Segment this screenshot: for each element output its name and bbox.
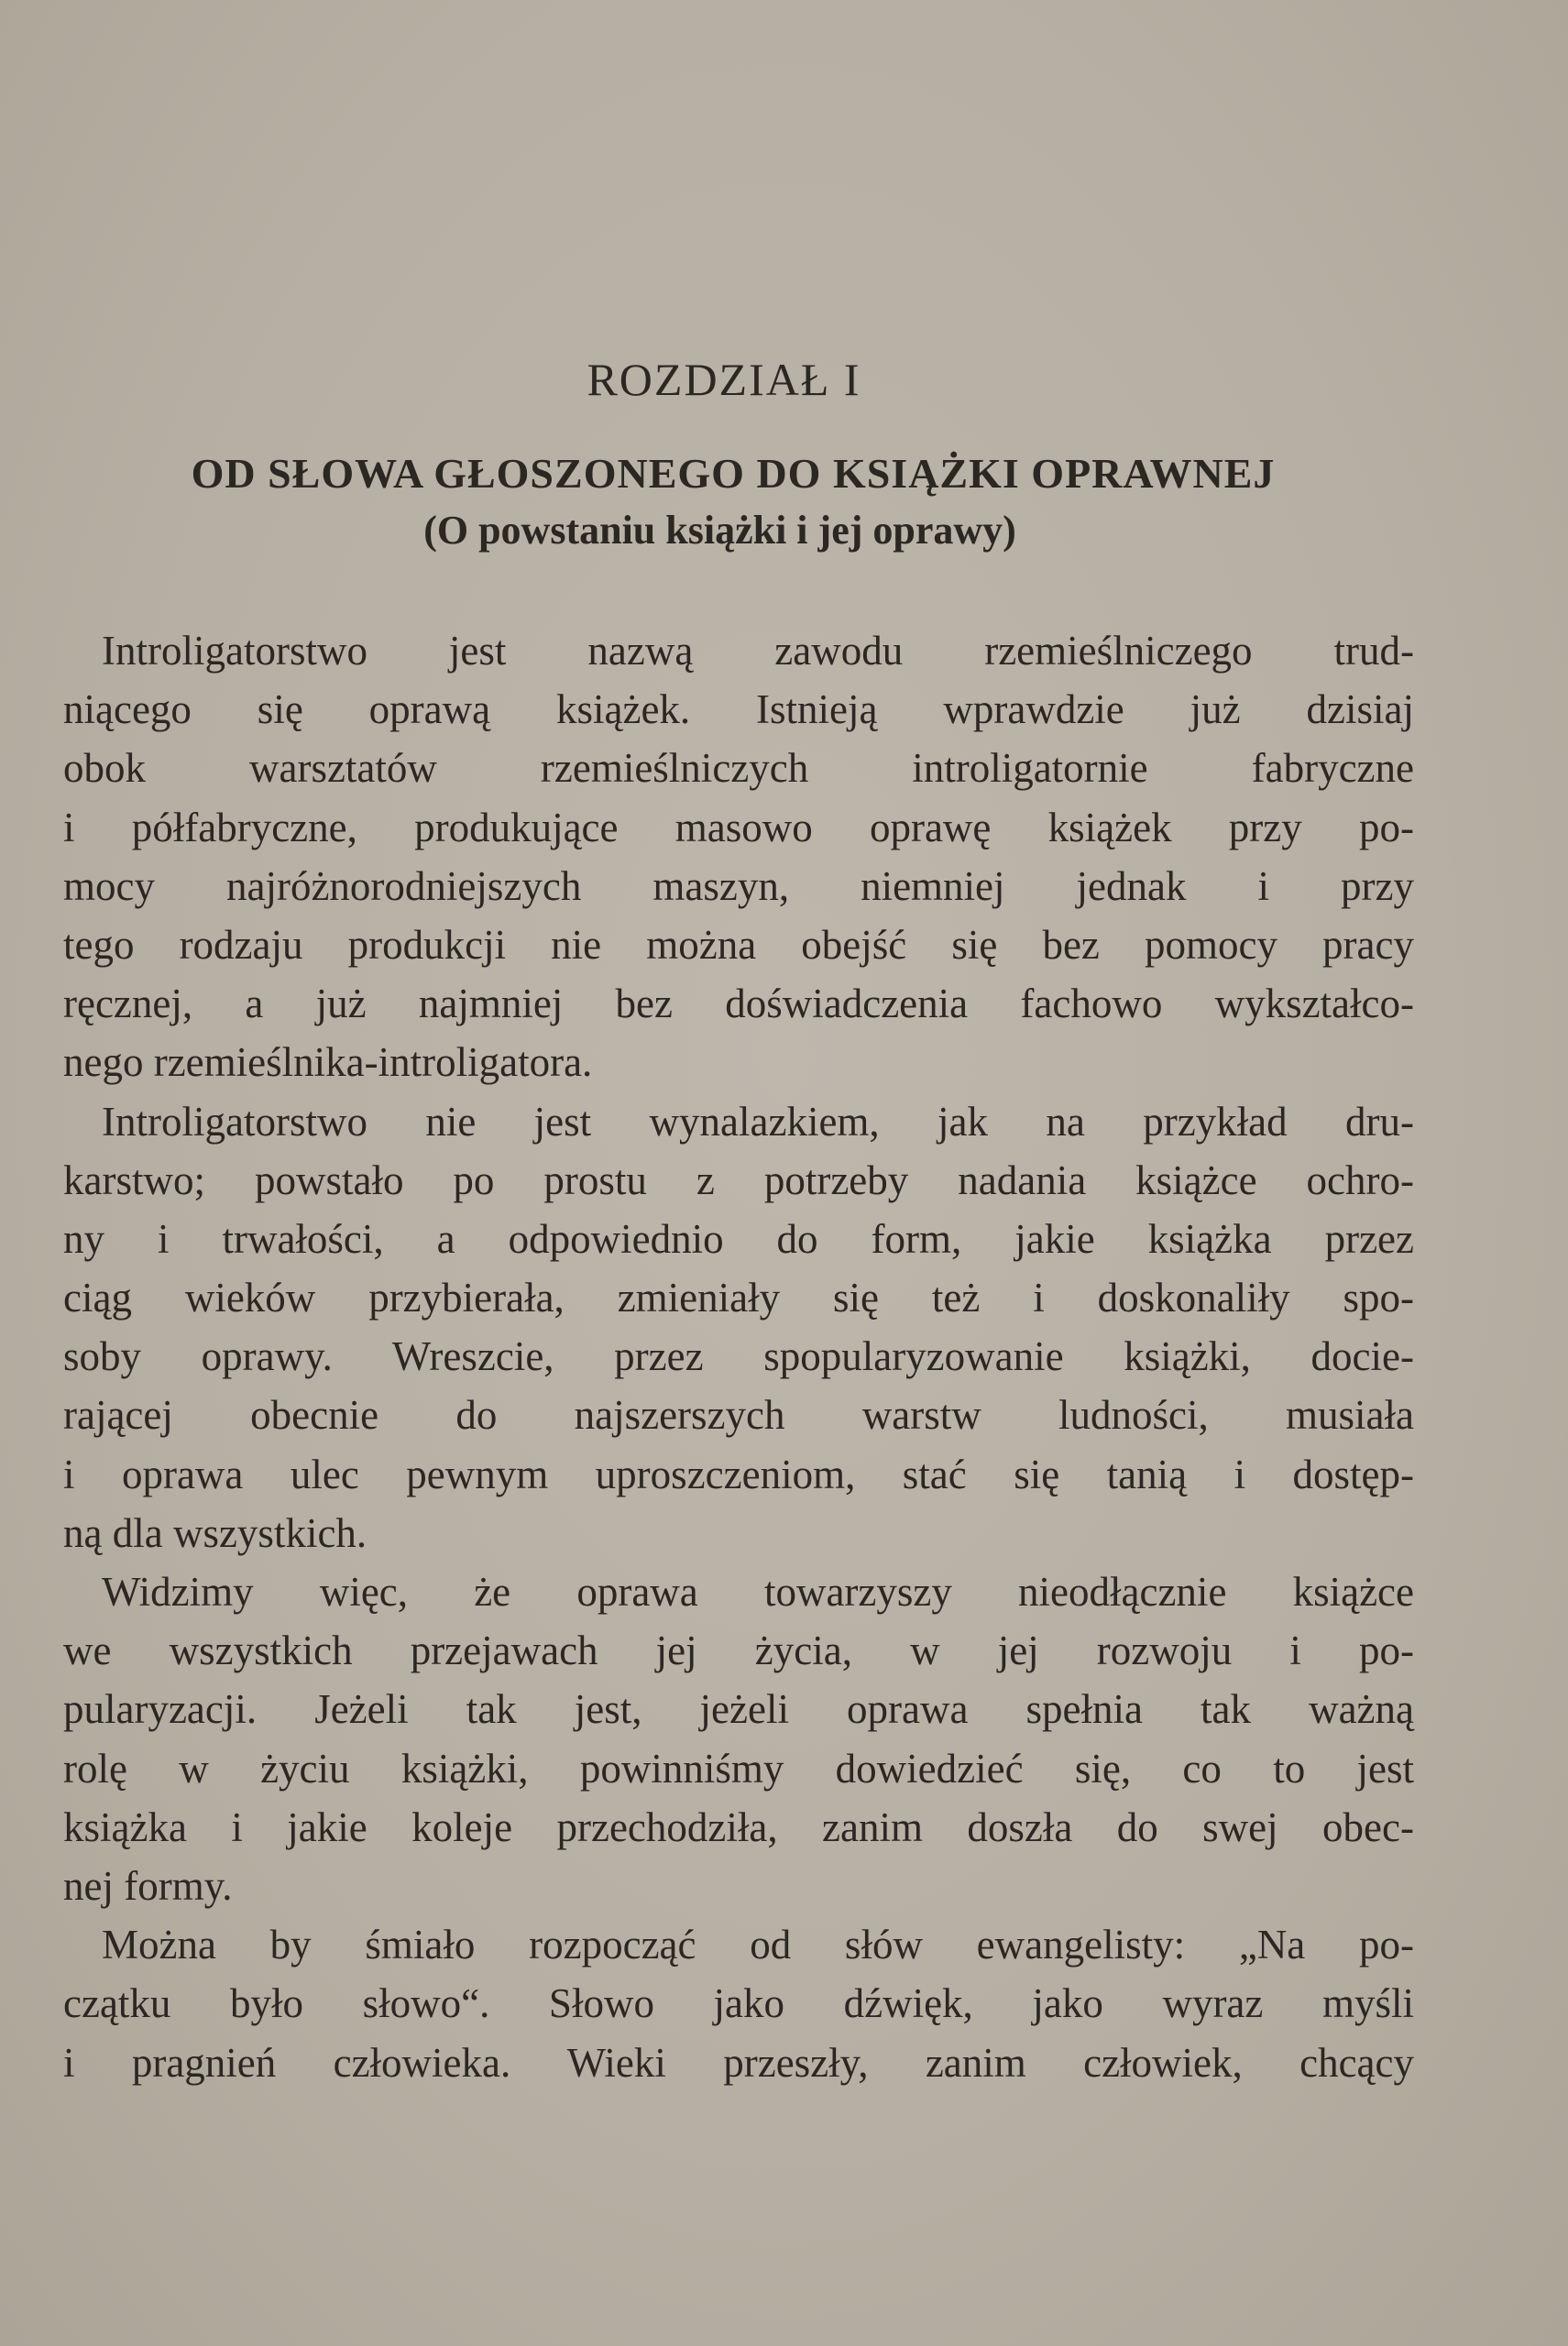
text-line: Widzimy więc, że oprawa towarzyszy nieodłącznie książce (102, 1569, 1414, 1615)
text-line: we wszystkich przejawach jej życia, w jej rozwoju i po- (63, 1628, 1414, 1674)
text-line: obok warsztatów rzemieślniczych introligatornie fabryczne (63, 745, 1414, 792)
paragraph (63, 1562, 1414, 1915)
text-line: ciąg wieków przybierała, zmieniały się też i doskonaliły spo- (63, 1275, 1414, 1321)
text-line: czątku było słowo“. Słowo jako dźwięk, jako wyraz myśli (63, 1980, 1414, 2027)
text-line: karstwo; powstało po prostu z potrzeby nadania książce ochro- (63, 1157, 1414, 1203)
text-line: książka i jakie koleje przechodziła, zanim doszła do swej obec- (63, 1803, 1414, 1850)
text-line: Introligatorstwo jest nazwą zawodu rzemieślniczego trud- (102, 628, 1414, 674)
text-line: Introligatorstwo nie jest wynalazkiem, jak na przykład dru- (102, 1098, 1414, 1145)
text-line: ny i trwałości, a odpowiednio do form, jakie książka przez (63, 1215, 1414, 1262)
text-line: i półfabryczne, produkujące masowo oprawę książek przy po- (63, 804, 1414, 850)
text-line: ręcznej, a już najmniej bez doświadczenia fachowo wykształco- (63, 981, 1414, 1027)
text-line: mocy najróżnorodniejszych maszyn, niemniej jednak i przy (63, 862, 1414, 909)
text-line: i oprawa ulec pewnym uproszczeniom, stać się tanią i dostęp- (63, 1451, 1414, 1497)
paragraph (63, 621, 1414, 1092)
paragraph (63, 1915, 1414, 2092)
text-line: tego rodzaju produkcji nie można obejść się bez pomocy pracy (63, 921, 1414, 968)
text-line: Można by śmiało rozpocząć od słów ewangelisty: „Na po- (102, 1922, 1414, 1968)
text-line: niącego się oprawą książek. Istnieją wprawdzie już dzisiaj (63, 686, 1414, 733)
text-line: rolę w życiu książki, powinniśmy dowiedzieć się, co to jest (63, 1745, 1414, 1792)
chapter-subtitle: (O powstaniu książki i jej oprawy) (423, 508, 1016, 553)
text-line: nej formy. (63, 1862, 233, 1909)
body-text (63, 621, 1414, 2092)
text-line: pularyzacji. Jeżeli tak jest, jeżeli oprawa spełnia tak ważną (63, 1686, 1414, 1733)
chapter-label: ROZDZIAŁ I (587, 354, 861, 405)
chapter-title: OD SŁOWA GŁOSZONEGO DO KSIĄŻKI OPRAWNEJ (191, 450, 1276, 497)
text-line: rającej obecnie do najszerszych warstw ludności, musiała (63, 1392, 1414, 1439)
text-line: i pragnień człowieka. Wieki przeszły, zanim człowiek, chcący (63, 2039, 1414, 2086)
paragraph (63, 1092, 1414, 1563)
text-line: ną dla wszystkich. (63, 1509, 367, 1556)
text-line: soby oprawy. Wreszcie, przez spopularyzowanie książki, docie- (63, 1333, 1414, 1380)
text-line: nego rzemieślnika-introligatora. (63, 1039, 593, 1086)
